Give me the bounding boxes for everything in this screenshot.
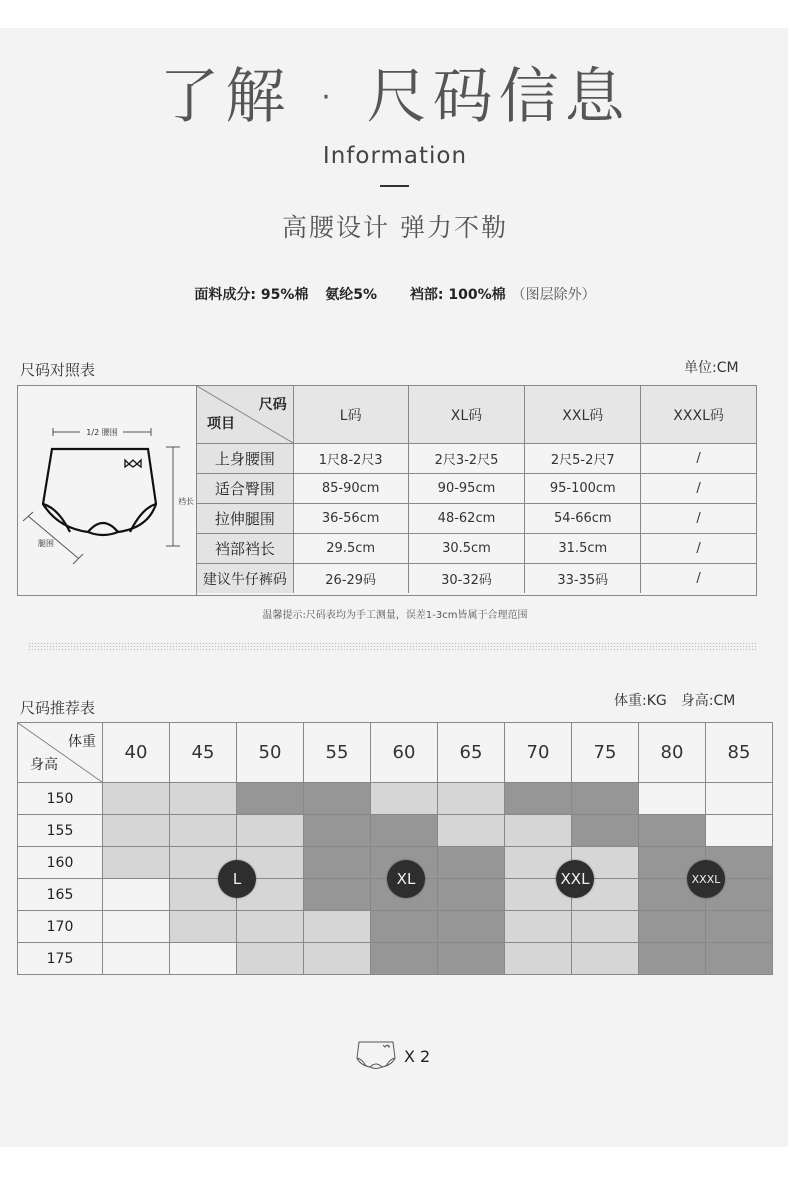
table-cell: /: [641, 564, 756, 594]
size-badge-xl: XL: [387, 860, 425, 898]
grid-cell: [505, 815, 572, 847]
fabric-crotch-note: （图层除外）: [511, 287, 596, 303]
table-cell: 26-29码: [293, 564, 408, 594]
weight-header: 55: [304, 723, 371, 783]
weight-header: 80: [639, 723, 706, 783]
table-cell: 85-90cm: [293, 474, 408, 504]
weight-header: 85: [706, 723, 773, 783]
grid-cell: [304, 783, 371, 815]
table-cell: 30-32码: [408, 564, 525, 594]
table-cell: 29.5cm: [293, 534, 408, 564]
title-divider: [380, 185, 409, 187]
column-header: XL码: [408, 386, 525, 444]
table-row: [197, 444, 757, 474]
grid-cell: [438, 943, 505, 975]
grid-row: [18, 943, 773, 975]
row-label: 适合臀围: [197, 474, 294, 504]
table-cell: 1尺8-2尺3: [293, 444, 408, 474]
page-title: 了解 · 尺码信息: [159, 62, 631, 132]
fabric-composition: [0, 284, 790, 304]
grid-cell: [371, 783, 438, 815]
row-label: 拉伸腿围: [197, 504, 294, 534]
grid-cell: [103, 847, 170, 879]
grid-cell: [706, 943, 773, 975]
row-label: 上身腰围: [197, 444, 294, 474]
grid-cell: [706, 815, 773, 847]
grid-cell: [371, 911, 438, 943]
height-label: 150: [18, 783, 103, 815]
weight-header: 70: [505, 723, 572, 783]
weight-header: 60: [371, 723, 438, 783]
column-header: XXXL码: [641, 386, 756, 444]
row-label: 建议牛仔裤码: [197, 564, 294, 594]
column-header: XXL码: [525, 386, 641, 444]
grid-cell: [304, 847, 371, 879]
grid-cell: [371, 943, 438, 975]
grid-cell: [438, 911, 505, 943]
grid-cell: [639, 815, 706, 847]
table-cell: 30.5cm: [408, 534, 525, 564]
table-cell: 90-95cm: [408, 474, 525, 504]
table-cell: 33-35码: [525, 564, 641, 594]
grid-cell: [639, 911, 706, 943]
size-badge-xxxl: XXXL: [687, 860, 725, 898]
size-chart-table: [17, 385, 757, 596]
table-cell: /: [641, 504, 756, 534]
fabric-crotch: 裆部: 100%棉: [409, 287, 506, 303]
size-badge-l: L: [218, 860, 256, 898]
grid-cell: [572, 783, 639, 815]
grid-cell: [639, 943, 706, 975]
column-header: L码: [293, 386, 408, 444]
grid-cell: [103, 815, 170, 847]
height-label: 165: [18, 879, 103, 911]
table-cell: /: [641, 444, 756, 474]
package-quantity: [356, 1040, 430, 1072]
weight-header: 40: [103, 723, 170, 783]
page-subtitle: Information: [322, 143, 468, 169]
grid-cell: [639, 783, 706, 815]
slogan: 高腰设计 弹力不勒: [282, 213, 508, 242]
measurement-tip: 温馨提示:尺码表均为手工测量，误差1-3cm皆属于合理范围: [262, 610, 528, 621]
table-cell: 54-66cm: [525, 504, 641, 534]
briefs-diagram-icon: [18, 386, 196, 595]
recommend-grid: [17, 722, 773, 975]
dotted-divider: [28, 642, 757, 652]
grid-cell: [304, 879, 371, 911]
grid-cell: [371, 815, 438, 847]
grid-cell: [170, 943, 237, 975]
grid-row: [18, 783, 773, 815]
grid-cell: [505, 943, 572, 975]
grid-cell: [438, 783, 505, 815]
garment-diagram: [18, 386, 197, 595]
grid-cell: [237, 943, 304, 975]
table-row: [197, 474, 757, 504]
grid-cell: [572, 911, 639, 943]
quantity-label: X 2: [404, 1046, 431, 1066]
svg-text:1/2 腰围: 1/2 腰围: [86, 428, 118, 437]
row-label: 裆部裆长: [197, 534, 294, 564]
grid-cell: [706, 911, 773, 943]
grid-cell: [438, 815, 505, 847]
grid-cell: [237, 911, 304, 943]
size-chart-grid: [196, 386, 756, 593]
size-chart-unit: 单位:CM: [684, 360, 739, 376]
table-row: [197, 504, 757, 534]
grid-cell: [304, 943, 371, 975]
grid-cell: [170, 783, 237, 815]
table-cell: 95-100cm: [525, 474, 641, 504]
grid-cell: [706, 783, 773, 815]
table-row: [197, 564, 757, 594]
grid-cell: [170, 911, 237, 943]
briefs-icon: [356, 1040, 396, 1072]
table-cell: 2尺3-2尺5: [408, 444, 525, 474]
grid-cell: [103, 783, 170, 815]
grid-row: [18, 911, 773, 943]
grid-cell: [237, 815, 304, 847]
grid-cell: [103, 943, 170, 975]
grid-cell: [103, 911, 170, 943]
fabric-cotton: 面料成分: 95%棉: [194, 287, 309, 303]
svg-text:腿围: 腿围: [38, 539, 54, 548]
weight-header: 65: [438, 723, 505, 783]
size-chart-corner: 尺码 项目: [197, 386, 294, 444]
grid-cell: [170, 815, 237, 847]
table-cell: 48-62cm: [408, 504, 525, 534]
height-label: 155: [18, 815, 103, 847]
weight-header: 75: [572, 723, 639, 783]
weight-header: 50: [237, 723, 304, 783]
grid-cell: [438, 847, 505, 879]
height-label: 170: [18, 911, 103, 943]
table-cell: 36-56cm: [293, 504, 408, 534]
fabric-spandex: 氨纶5%: [325, 287, 378, 303]
grid-cell: [572, 815, 639, 847]
table-cell: 2尺5-2尺7: [525, 444, 641, 474]
svg-text:裆长: 裆长: [178, 497, 194, 506]
table-row: [197, 534, 757, 564]
grid-cell: [304, 815, 371, 847]
height-label: 160: [18, 847, 103, 879]
grid-cell: [572, 943, 639, 975]
table-cell: /: [641, 534, 756, 564]
grid-cell: [304, 911, 371, 943]
grid-cell: [505, 783, 572, 815]
height-label: 175: [18, 943, 103, 975]
table-cell: 31.5cm: [525, 534, 641, 564]
grid-cell: [237, 783, 304, 815]
grid-cell: [505, 911, 572, 943]
grid-cell: [438, 879, 505, 911]
recommend-title: 尺码推荐表: [20, 699, 96, 717]
recommend-corner: 体重 身高: [18, 723, 103, 783]
grid-row: [18, 815, 773, 847]
grid-cell: [103, 879, 170, 911]
recommend-unit: 体重:KG 身高:CM: [614, 693, 736, 709]
size-badge-xxl: XXL: [556, 860, 594, 898]
weight-header: 45: [170, 723, 237, 783]
table-cell: /: [641, 474, 756, 504]
size-chart-title: 尺码对照表: [20, 361, 96, 379]
